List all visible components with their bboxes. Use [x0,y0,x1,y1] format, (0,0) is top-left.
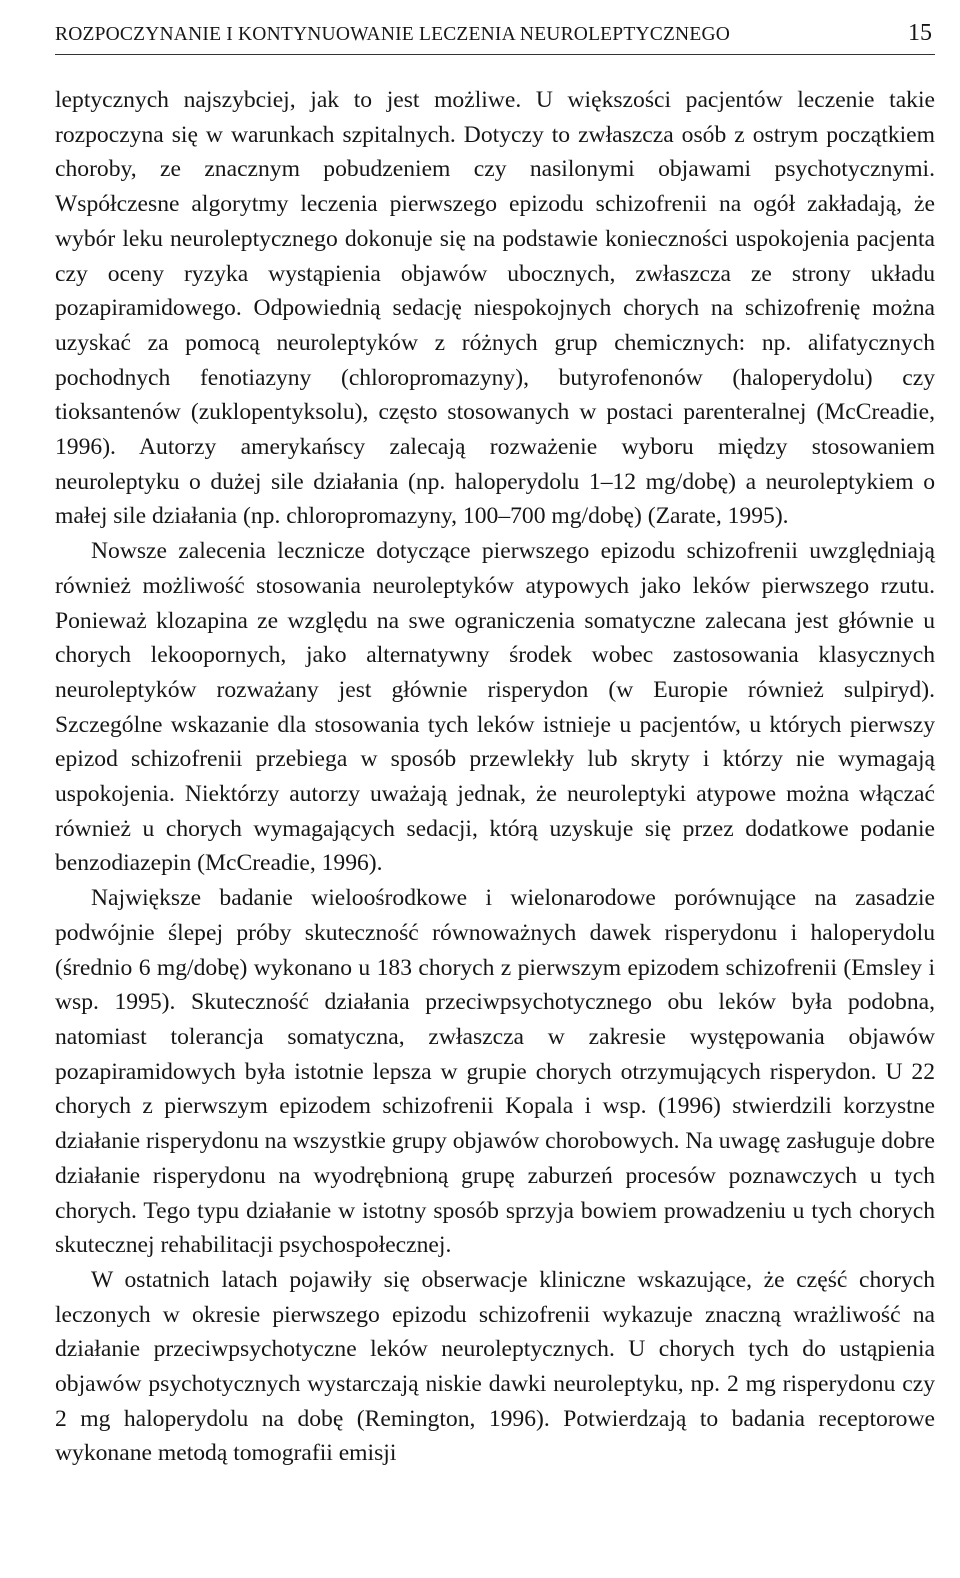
running-title: ROZPOCZYNANIE I KONTYNUOWANIE LECZENIA NEUROLEPTYCZNEGO [55,24,731,45]
paragraph: W ostatnich latach pojawiły się obserwacje kliniczne wskazujące, że część chorych leczonych w okresie pierwszego epizodu schizofrenii wykazuje znaczną wrażliwość na działanie przeciwpsychotyczne leków neuroleptycznych. U chorych tych do ustąpienia objawów psychotycznych wystarczają niskie dawki neuroleptyku, np. 2 mg risperydonu czy 2 mg haloperydolu na dobę (Remington, 1996). Potwierdzają to badania receptorowe wykonane metodą tomografii emisji [55,1266,935,1467]
paragraph: leptycznych najszybciej, jak to jest możliwe. U większości pacjentów leczenie takie rozpoczyna się w warunkach szpitalnych. Dotyczy to zwłaszcza osób z ostrym początkiem choroby, ze znacznym pobudzeniem czy nasilonymi objawami psychotycznymi. Współczesne algorytmy leczenia pierwszego epizodu schizofrenii na ogół zakładają, że wybór leku neuroleptycznego dokonuje się na podstawie konieczności uspokojenia pacjenta czy oceny ryzyka wystąpienia objawów ubocznych, zwłaszcza ze strony układu pozapiramidowego. Odpowiednią sedację niespokojnych chorych na schizofrenię można uzyskać za pomocą neuroleptyków z różnych grup chemicznych: np. alifatycznych pochodnych fenotiazyny (chloropromazyny), butyrofenonów (haloperydolu) czy tioksantenów (zuklopentyksolu), często stosowanych w postaci parenteralnej (McCreadie, 1996). Autorzy amerykańscy zalecają rozważenie wyboru między stosowaniem neuroleptyku o dużej sile działania (np. haloperydolu 1–12 mg/dobę) a neuroleptykiem o małej sile działania (np. chloropromazyny, 100–700 mg/dobę) (Zarate, 1995). [55,87,935,530]
body-text [55,83,935,1471]
paragraph: Największe badanie wieloośrodkowe i wielonarodowe porównujące na zasadzie podwójnie ślepej próby skuteczność równoważnych dawek risperydonu i haloperydolu (średnio 6 mg/dobę) wykonano u 183 chorych z pierwszym epizodem schizofrenii (Emsley i wsp. 1995). Skuteczność działania przeciwpsychotycznego obu leków była podobna, natomiast tolerancja somatyczna, zwłaszcza w zakresie występowania objawów pozapiramidowych była istotnie lepsza w grupie chorych otrzymujących risperydon. U 22 chorych z pierwszym epizodem schizofrenii Kopala i wsp. (1996) stwierdzili korzystne działanie risperydonu na wszystkie grupy objawów chorobowych. Na uwagę zasługuje dobre działanie risperydonu na wyodrębnioną grupę zaburzeń procesów poznawczych u tych chorych. Tego typu działanie w istotny sposób sprzyja bowiem prowadzeniu u tych chorych skutecznej rehabilitacji psychospołecznej. [55,885,935,1259]
running-header [55,20,935,55]
page-number: 15 [908,20,932,46]
paragraph: Nowsze zalecenia lecznicze dotyczące pierwszego epizodu schizofrenii uwzględniają również możliwość stosowania neuroleptyków atypowych jako leków pierwszego rzutu. Ponieważ klozapina ze względu na swe ograniczenia somatyczne zalecana jest głównie u chorych lekoopornych, jako alternatywny środek wobec zastosowania klasycznych neuroleptyków rozważany jest głównie risperydon (w Europie również sulpiryd). Szczególne wskazanie dla stosowania tych leków istnieje u pacjentów, u których pierwszy epizod schizofrenii przebiega w sposób przewlekły lub skryty i którzy nie wymagają uspokojenia. Niektórzy autorzy uważają jednak, że neuroleptyki atypowe można włączać również u chorych wymagających sedacji, którą uzyskuje się przez dodatkowe podanie benzodiazepin (McCreadie, 1996). [55,538,935,877]
